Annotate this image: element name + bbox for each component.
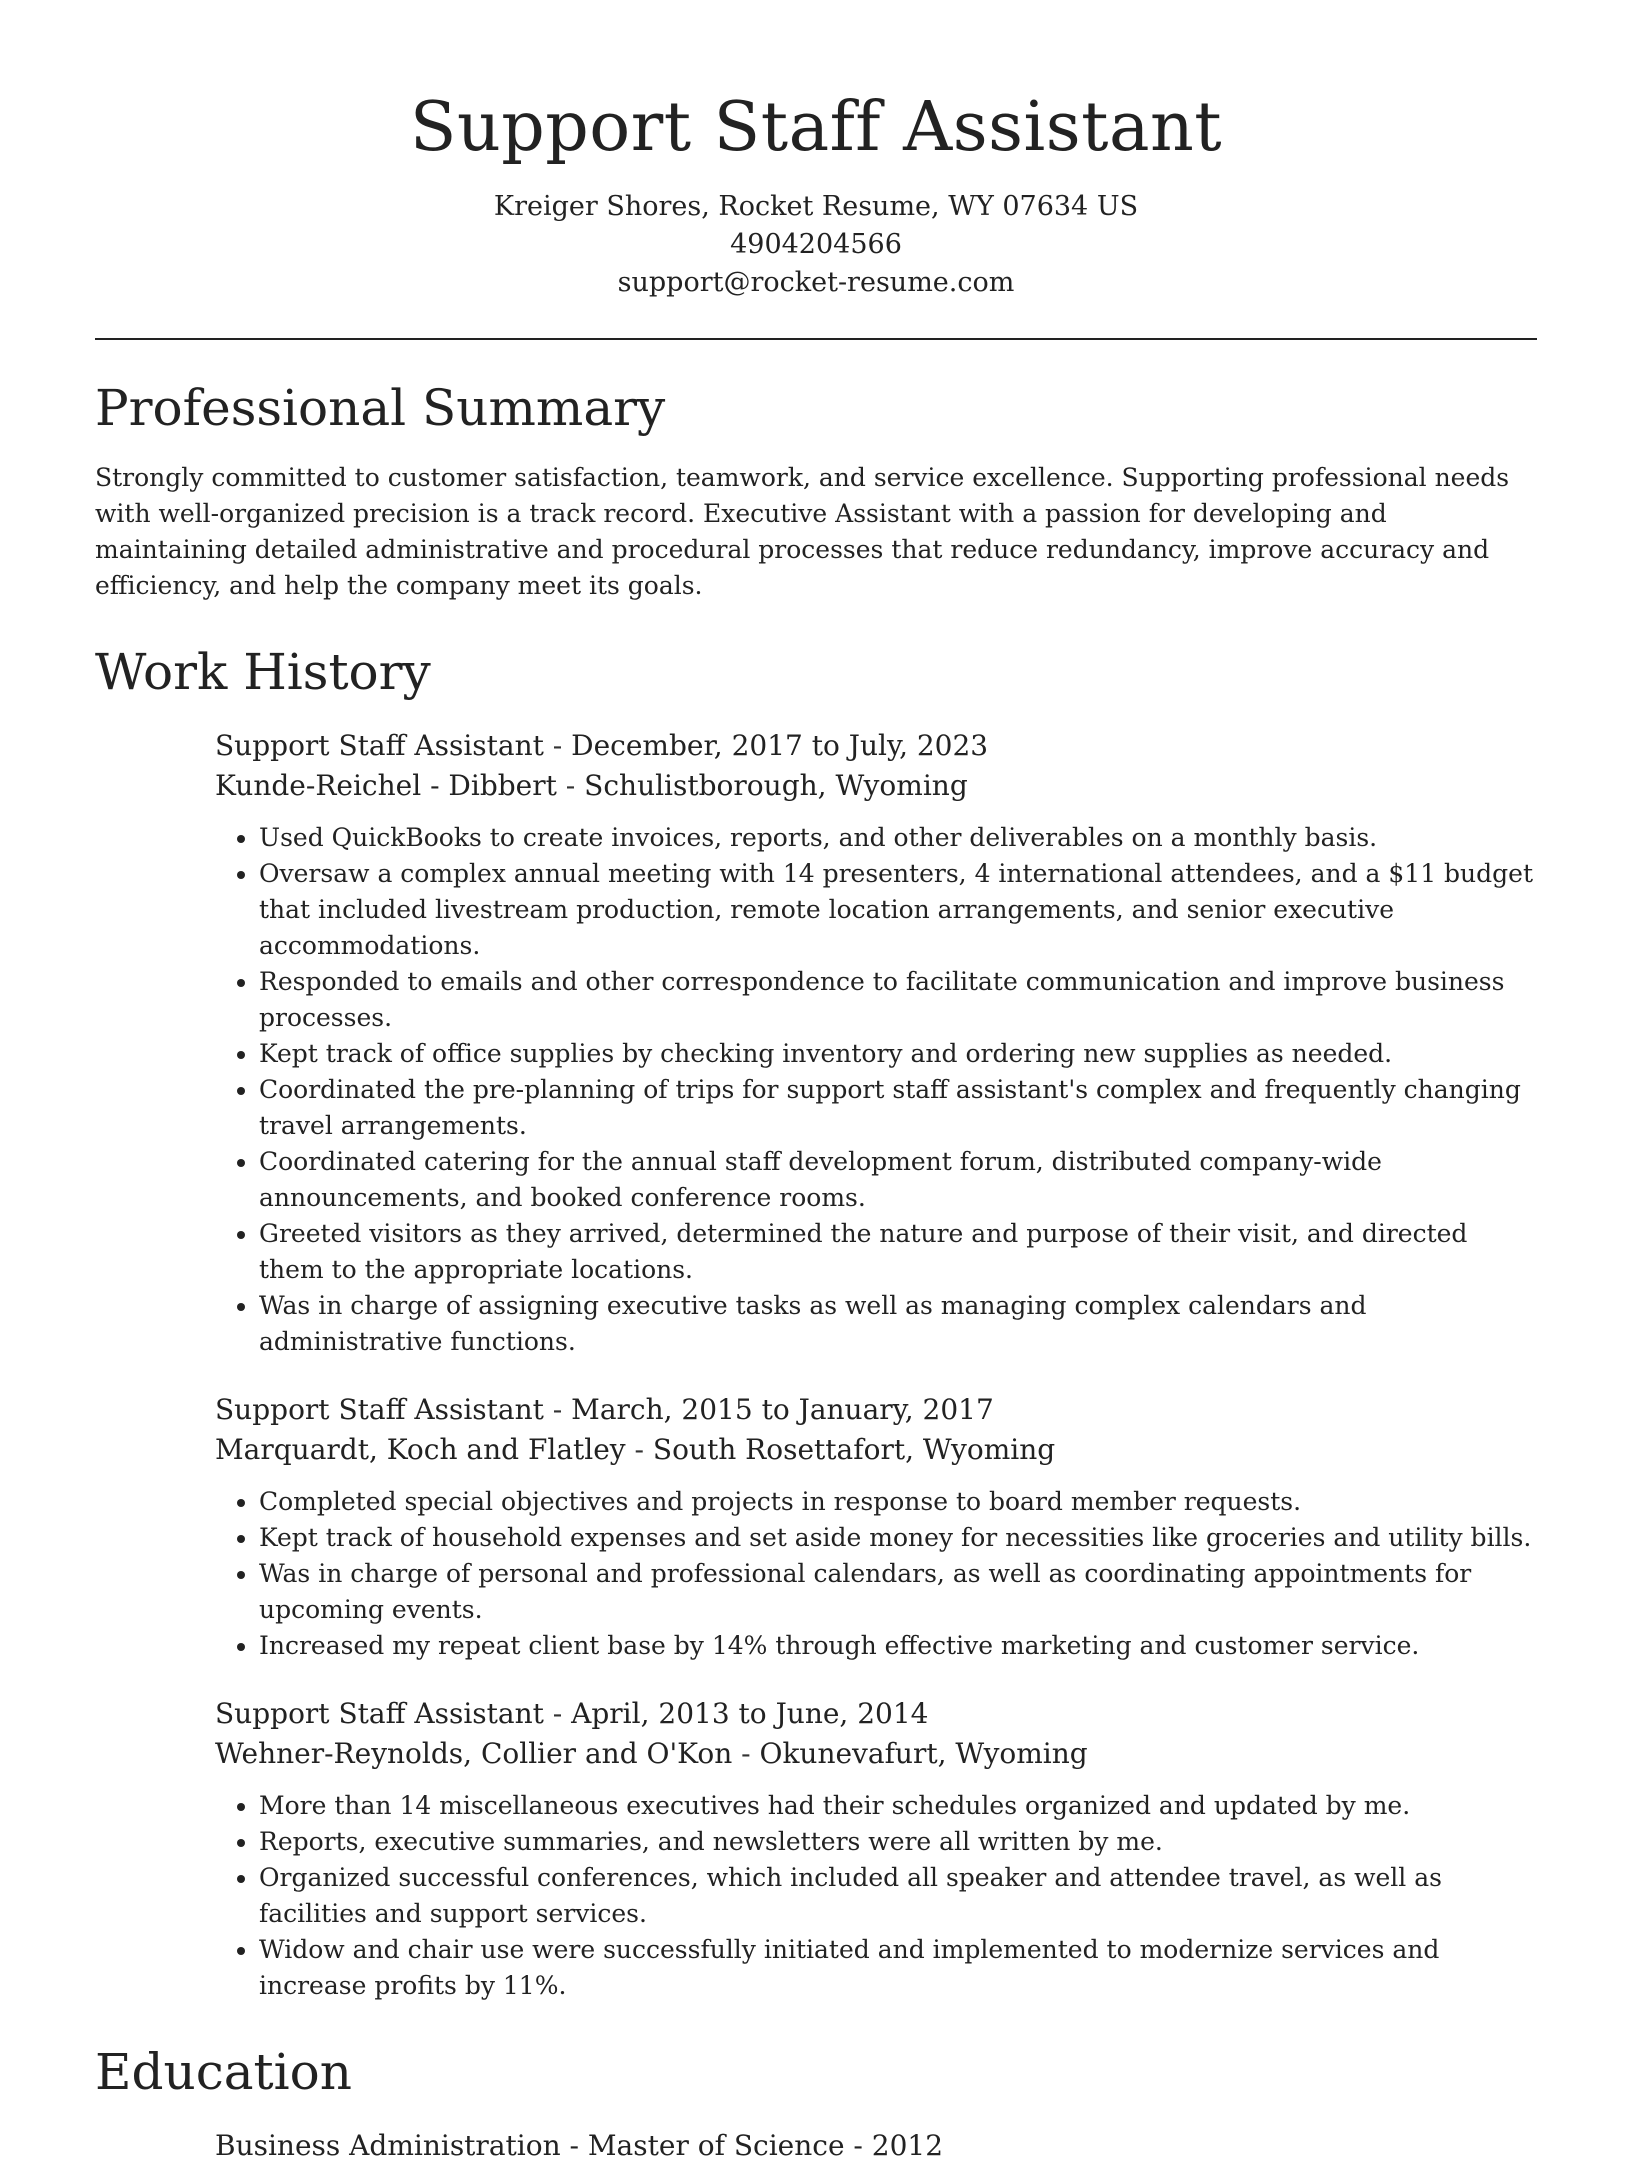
- duty-item: • Coordinated the pre-planning of trips for support staff assistant's complex and frequently changing travel arrangements.: [259, 1072, 1537, 1144]
- duty-item: • Kept track of office supplies by checking inventory and ordering new supplies as needed.: [259, 1036, 1537, 1072]
- job-title: Support Staff Assistant: [215, 729, 544, 762]
- duty-item: • Used QuickBooks to create invoices, reports, and other deliverables on a monthly basis.: [259, 820, 1537, 856]
- job-dates: December, 2017 to July, 2023: [571, 729, 989, 762]
- job-entry: [215, 1390, 1537, 1664]
- duty-item: • Coordinated catering for the annual staff development forum, distributed company-wide announcements, and booked conference rooms.: [259, 1144, 1537, 1216]
- duty-item: • Greeted visitors as they arrived, determined the nature and purpose of their visit, and directed them to the appropriate locations.: [259, 1216, 1537, 1288]
- job-title: Support Staff Assistant: [215, 1393, 544, 1426]
- duty-item: • Organized successful conferences, which included all speaker and attendee travel, as well as facilities and support services.: [259, 1860, 1537, 1932]
- separator: -: [556, 769, 585, 802]
- duty-item: • Increased my repeat client base by 14% through effective marketing and customer service.: [259, 1628, 1537, 1664]
- summary-text: Strongly committed to customer satisfaction, teamwork, and service excellence. Supporting professional needs with well-organized precision is a track record. Executive Assistant with a passion for developing and maintaining detailed administrative and procedural processes that reduce redundancy, improve accuracy and efficiency, and help the company meet its goals.: [95, 463, 1510, 600]
- separator: -: [625, 1433, 653, 1466]
- education-list: [215, 2126, 1537, 2166]
- duty-item: • Completed special objectives and projects in response to board member requests.: [259, 1484, 1537, 1520]
- job-entry: [215, 1694, 1537, 2004]
- separator: -: [543, 1393, 572, 1426]
- job-location: South Rosettafort, Wyoming: [652, 1433, 1056, 1466]
- company-name: Kunde-Reichel - Dibbert: [215, 769, 557, 802]
- header-divider: [95, 338, 1537, 340]
- contact-info: [95, 188, 1537, 302]
- candidate-name: Support Staff Assistant: [409, 88, 1223, 167]
- duty-item: • Was in charge of assigning executive tasks as well as managing complex calendars and administrative functions.: [259, 1288, 1537, 1360]
- duties-list: [215, 1484, 1537, 1664]
- duty-item: • Kept track of household expenses and set aside money for necessities like groceries and utility bills.: [259, 1520, 1537, 1556]
- company-name: Wehner-Reynolds, Collier and O'Kon: [215, 1737, 733, 1770]
- duty-item: • Was in charge of personal and professional calendars, as well as coordinating appointments for upcoming events.: [259, 1556, 1537, 1628]
- phone-number: 4904204566: [730, 229, 902, 260]
- email-address: support@rocket-resume.com: [617, 267, 1015, 298]
- company-line: [215, 766, 1537, 806]
- education-field: Business Administration: [215, 2129, 561, 2162]
- section-heading-education: Education: [95, 2043, 352, 2101]
- job-dates: March, 2015 to January, 2017: [571, 1393, 994, 1426]
- duties-list: [215, 820, 1537, 1360]
- separator: -: [543, 1697, 572, 1730]
- section-heading-work-history: Work History: [95, 643, 431, 701]
- job-entry: [215, 726, 1537, 1360]
- job-title-line: [215, 726, 1537, 766]
- job-location: Okunevafurt, Wyoming: [759, 1737, 1088, 1770]
- duty-item: • More than 14 miscellaneous executives had their schedules organized and updated by me.: [259, 1788, 1537, 1824]
- duty-item: • Responded to emails and other correspondence to facilitate communication and improve business processes.: [259, 964, 1537, 1036]
- separator: -: [560, 2129, 588, 2162]
- duty-item: • Oversaw a complex annual meeting with 14 presenters, 4 international attendees, and a $11 budget that included livestream production, remote location arrangements, and senior executive accommodations.: [259, 856, 1537, 964]
- section-heading-summary: Professional Summary: [95, 379, 666, 437]
- job-location: Schulistborough, Wyoming: [584, 769, 968, 802]
- education-section: [95, 2042, 1537, 2166]
- education-degree: Master of Science: [587, 2129, 845, 2162]
- job-dates: April, 2013 to June, 2014: [571, 1697, 929, 1730]
- education-year: 2012: [871, 2129, 944, 2162]
- duties-list: [215, 1788, 1537, 2004]
- separator: -: [732, 1737, 760, 1770]
- job-title-line: [215, 1390, 1537, 1430]
- company-line: [215, 1430, 1537, 1470]
- separator: -: [543, 729, 572, 762]
- work-history-section: [95, 642, 1537, 2004]
- job-title-line: [215, 1694, 1537, 1734]
- summary-section: [95, 378, 1537, 604]
- resume-header: [95, 0, 1537, 302]
- address: Kreiger Shores, Rocket Resume, WY 07634 US: [493, 191, 1139, 222]
- job-title: Support Staff Assistant: [215, 1697, 544, 1730]
- education-entry: [215, 2126, 1537, 2166]
- duty-item: • Reports, executive summaries, and newsletters were all written by me.: [259, 1824, 1537, 1860]
- company-name: Marquardt, Koch and Flatley: [215, 1433, 626, 1466]
- duty-item: • Widow and chair use were successfully initiated and implemented to modernize services and increase profits by 11%.: [259, 1932, 1537, 2004]
- separator: -: [844, 2129, 872, 2162]
- company-line: [215, 1734, 1537, 1774]
- job-list: [215, 726, 1537, 2004]
